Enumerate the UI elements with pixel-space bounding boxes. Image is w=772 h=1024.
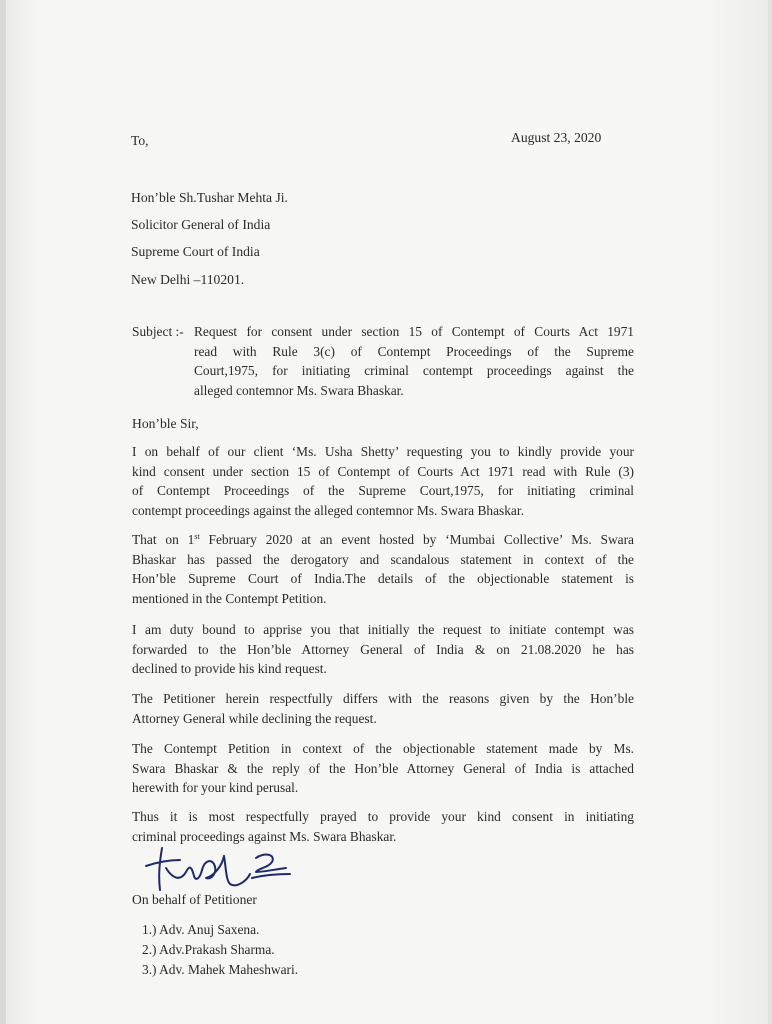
paragraph-line: The Contempt Petition in context of the objectionable statement made by Ms.: [132, 741, 634, 756]
paragraph-1: [132, 442, 634, 520]
paragraph-line: of Contempt Proceedings of the Supreme Court,1975, for initiating criminal: [132, 483, 634, 499]
paragraph-line: Hon’ble Supreme Court of India.The details of the objectionable statement is: [132, 571, 634, 587]
paragraph-4: [132, 689, 634, 728]
subject-label: Subject :-: [132, 324, 184, 339]
subject-line: Request for consent under section 15 of Contempt of Courts Act 1971: [194, 324, 634, 339]
subject-line: alleged contemnor Ms. Swara Bhaskar.: [194, 382, 404, 398]
paragraph-line: criminal proceedings against Ms. Swara Bhaskar.: [132, 828, 397, 844]
paragraph-text: That on 1: [132, 532, 195, 547]
letter-date: August 23, 2020: [511, 130, 602, 145]
paragraph-line: kind consent under section 15 of Contempt of Courts Act 1971 read with Rule (3): [132, 463, 634, 479]
paragraph-line: I am duty bound to apprise you that initially the request to initiate contempt was: [132, 622, 634, 637]
scan-edge-left: [0, 0, 6, 1024]
advocate-item: 2.) Adv.Prakash Sharma.: [142, 942, 275, 957]
salutation: Hon’ble Sir,: [132, 416, 199, 431]
paragraph-line: Bhaskar has passed the derogatory and scandalous statement in context of the: [132, 551, 634, 567]
signature: [140, 838, 300, 898]
paragraph-line: herewith for your kind perusal.: [132, 780, 299, 796]
paragraph-line: Thus it is most respectfully prayed to provide your kind consent in initiating: [132, 809, 634, 824]
on-behalf-label: On behalf of Petitioner: [132, 892, 257, 907]
paragraph-line: I on behalf of our client ‘Ms. Usha Shetty’ requesting you to kindly provide your: [132, 444, 634, 459]
paragraph-line: The Petitioner herein respectfully differs with the reasons given by the Hon’ble: [132, 691, 634, 706]
address-line: Hon’ble Sh.Tushar Mehta Ji.: [131, 190, 288, 205]
subject-line: Court,1975, for initiating criminal contempt proceedings against the: [194, 363, 634, 379]
paragraph-line: [132, 530, 634, 550]
advocate-item: 3.) Adv. Mahek Maheshwari.: [142, 962, 299, 977]
subject-line: read with Rule 3(c) of Contempt Proceedings of the Supreme: [194, 343, 634, 359]
paragraph-line: Attorney General while declining the request.: [132, 710, 377, 726]
advocate-item: 1.) Adv. Anuj Saxena.: [142, 922, 260, 937]
subject-text: [194, 322, 634, 400]
paragraph-2: [132, 530, 634, 608]
paragraph-line: declined to provide his kind request.: [132, 661, 327, 677]
paragraph-text: February 2020 at an event hosted by ‘Mumbai Collective’ Ms. Swara: [199, 532, 635, 547]
recipient-to: To,: [131, 133, 149, 148]
paragraph-line: mentioned in the Contempt Petition.: [132, 590, 327, 606]
scan-edge-right: [768, 0, 772, 1024]
address-line: New Delhi –110201.: [131, 272, 245, 287]
paragraph-3: [132, 620, 634, 679]
paragraph-line: Swara Bhaskar & the reply of the Hon’ble Attorney General of India is attached: [132, 760, 634, 776]
paragraph-5: [132, 739, 634, 798]
paragraph-line: forwarded to the Hon’ble Attorney General of India & on 21.08.2020 he has: [132, 641, 634, 657]
ordinal-suffix: st: [194, 532, 200, 541]
paragraph-line: contempt proceedings against the alleged contemnor Ms. Swara Bhaskar.: [132, 502, 524, 518]
address-line: Supreme Court of India: [131, 244, 260, 259]
address-line: Solicitor General of India: [131, 217, 271, 232]
